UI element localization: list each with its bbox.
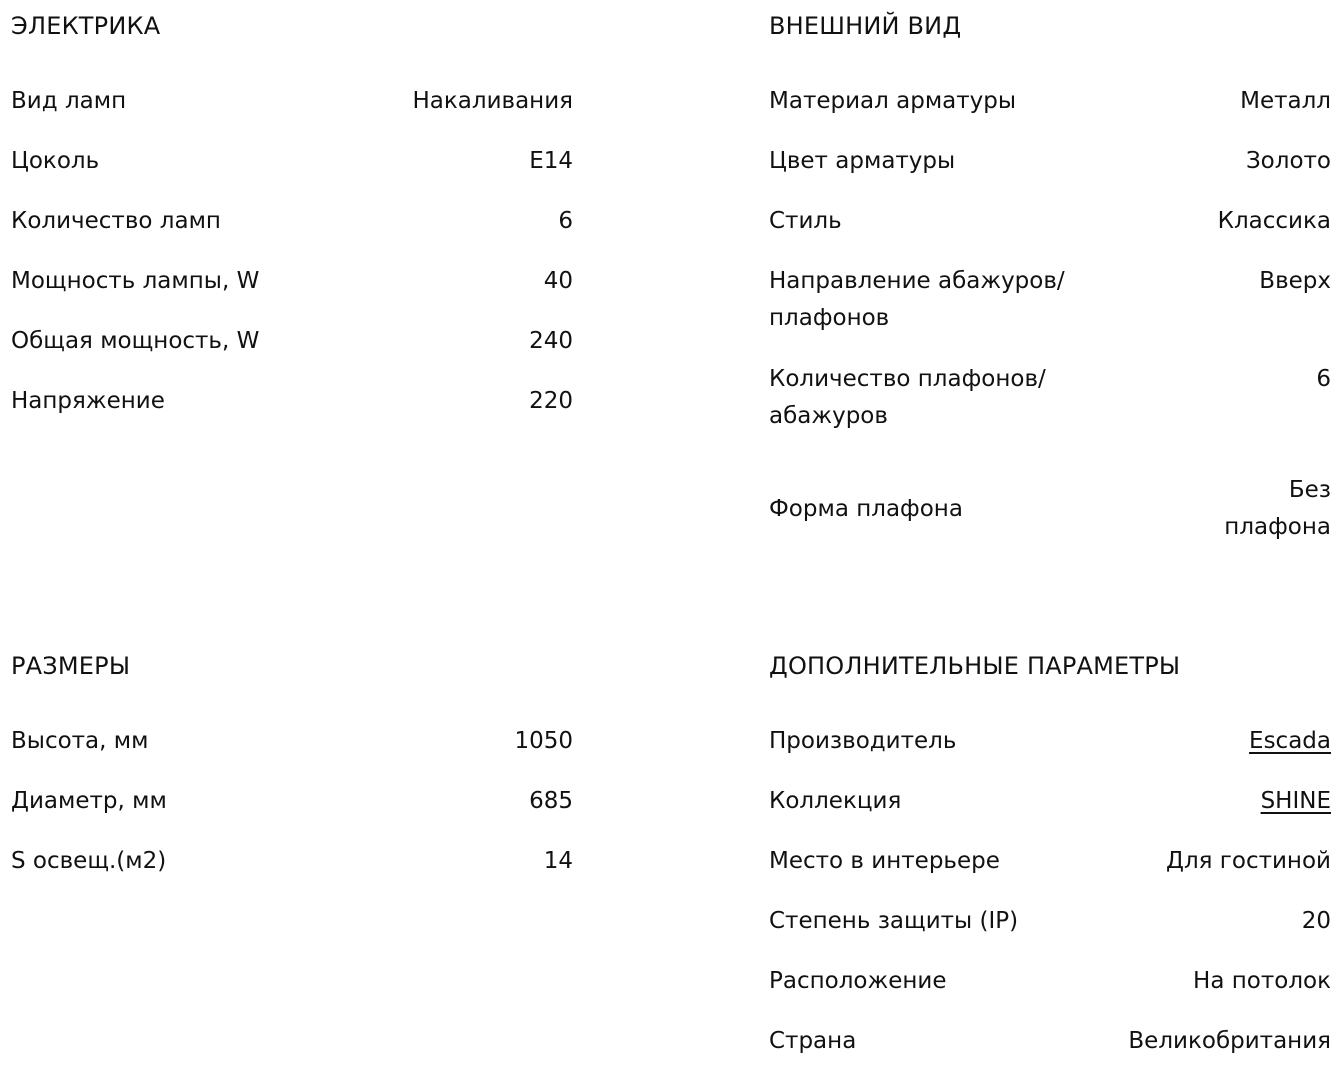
spec-value: Накаливания — [412, 88, 573, 114]
spec-row-room — [769, 843, 1331, 903]
spec-list-electric — [11, 83, 573, 443]
spec-label: Высота, мм — [11, 728, 149, 754]
spec-label: Количество ламп — [11, 208, 221, 234]
spec-value: 40 — [543, 268, 573, 294]
spec-value: На потолок — [1193, 968, 1331, 994]
spec-value: 6 — [1316, 366, 1331, 392]
spec-row-diameter — [11, 783, 573, 843]
spec-label: Цоколь — [11, 148, 100, 174]
spec-value: 6 — [558, 208, 573, 234]
spec-label: Производитель — [769, 728, 957, 754]
section-appearance — [769, 11, 1331, 540]
spec-label: Степень защиты (IP) — [769, 908, 1019, 934]
section-title-electric: ЭЛЕКТРИКА — [11, 12, 161, 40]
spec-value: E14 — [529, 148, 573, 174]
collection-link[interactable]: SHINE — [1260, 788, 1331, 814]
spec-row-manufacturer — [769, 723, 1331, 783]
spec-row-voltage — [11, 383, 573, 443]
spec-row-lamp-power — [11, 263, 573, 323]
spec-value: 20 — [1301, 908, 1331, 934]
spec-row-country — [769, 1023, 1331, 1083]
spec-value: 14 — [543, 848, 573, 874]
section-electric — [11, 11, 573, 414]
spec-label: Диаметр, мм — [11, 788, 167, 814]
spec-label: Цвет арматуры — [769, 148, 956, 174]
spec-row-shade-shape — [769, 459, 1331, 559]
spec-label: Вид ламп — [11, 88, 127, 114]
spec-label: S освещ.(м2) — [11, 848, 167, 874]
spec-label: Коллекция — [769, 788, 902, 814]
spec-label: Страна — [769, 1028, 857, 1054]
spec-row-frame-color — [769, 143, 1331, 203]
spec-list-appearance — [769, 83, 1331, 559]
manufacturer-link[interactable]: Escada — [1249, 728, 1331, 754]
spec-value: Великобритания — [1128, 1028, 1331, 1054]
spec-value: 685 — [529, 788, 573, 814]
section-title-additional: ДОПОЛНИТЕЛЬНЫЕ ПАРАМЕТРЫ — [769, 652, 1181, 680]
spec-label: Форма плафона — [769, 495, 963, 522]
spec-label: Расположение — [769, 968, 947, 994]
spec-value: 1050 — [514, 728, 573, 754]
spec-row-socket — [11, 143, 573, 203]
spec-row-ip-rating — [769, 903, 1331, 963]
spec-row-collection — [769, 783, 1331, 843]
spec-row-height — [11, 723, 573, 783]
spec-value: Вверх — [1259, 268, 1331, 294]
spec-row-lit-area — [11, 843, 573, 903]
spec-value: Золото — [1245, 148, 1331, 174]
spec-row-total-power — [11, 323, 573, 383]
spec-value: Для гостиной — [1165, 848, 1331, 874]
spec-row-frame-material — [769, 83, 1331, 143]
spec-row-lamp-count — [11, 203, 573, 263]
spec-label: Стиль — [769, 208, 842, 234]
section-dimensions — [11, 651, 573, 874]
spec-label: Количество плафонов/ абажуров — [769, 366, 1046, 429]
spec-label: Место в интерьере — [769, 848, 1000, 874]
spec-value: 220 — [529, 388, 573, 414]
spec-label: Общая мощность, W — [11, 328, 260, 354]
spec-value: 240 — [529, 328, 573, 354]
spec-row-style — [769, 203, 1331, 263]
spec-value: Металл — [1240, 88, 1331, 114]
spec-label: Материал арматуры — [769, 88, 1017, 114]
section-title-appearance: ВНЕШНИЙ ВИД — [769, 12, 962, 40]
spec-value: Классика — [1217, 208, 1331, 234]
spec-label: Напряжение — [11, 388, 165, 414]
section-additional — [769, 651, 1331, 1054]
spec-list-additional — [769, 723, 1331, 1083]
spec-row-placement — [769, 963, 1331, 1023]
section-title-dimensions: РАЗМЕРЫ — [11, 652, 131, 680]
spec-row-shade-count — [769, 361, 1331, 459]
spec-label: Направление абажуров/ плафонов — [769, 268, 1065, 331]
spec-list-dimensions — [11, 723, 573, 903]
spec-label: Мощность лампы, W — [11, 268, 260, 294]
spec-row-shade-direction — [769, 263, 1331, 361]
spec-value: Без плафона — [1224, 477, 1331, 540]
spec-row-lamp-type — [11, 83, 573, 143]
